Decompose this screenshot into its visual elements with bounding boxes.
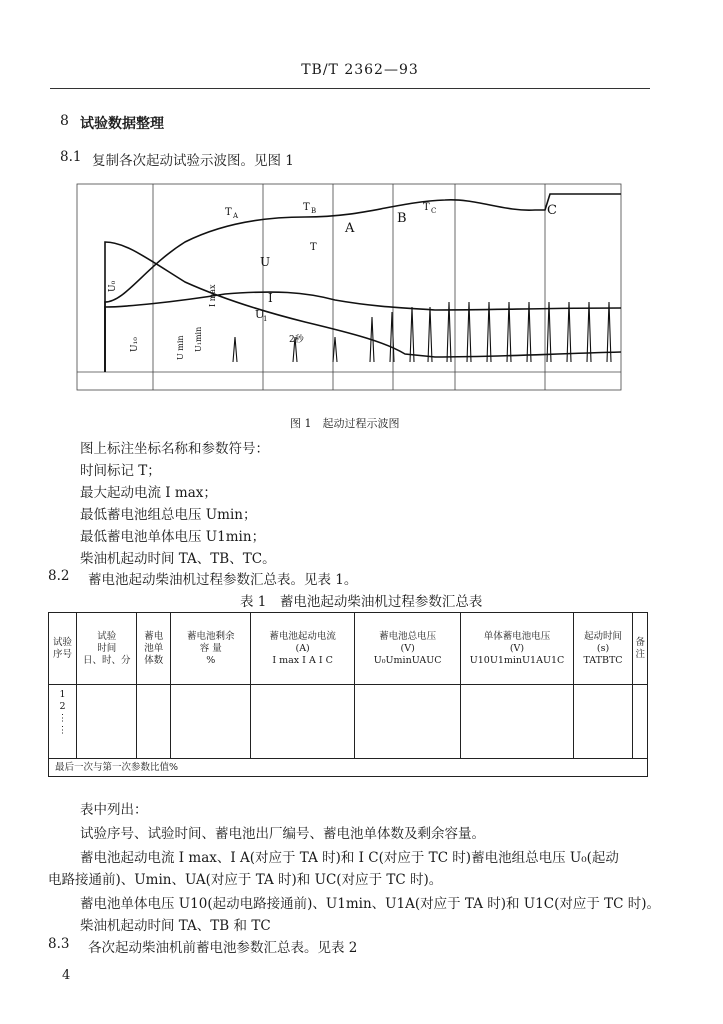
th-cells: 蓄电 池单 体数 [137,613,171,685]
th-capacity: 蓄电池剩余 容 量 % [171,613,251,685]
curve-label-U1-sub: 1 [263,315,268,323]
th-total-voltage: 蓄电池总电压 (V) U₀UminUAUC [354,613,461,685]
td-empty [251,685,354,759]
clause-8-3-number: 8.3 [48,936,70,952]
list-note-3: 蓄电池单体电压 U10(起动电路接通前)、U1min、U1A(对应于 TA 时)和 U1C(对应于 TC 时)。 [80,896,661,912]
th-remark: 备 注 [633,613,648,685]
clause-8-1-number: 8.1 [60,149,82,165]
curve-label-U1: U [255,308,265,321]
list-note-2a: 蓄电池起动电流 I max、I A(对应于 TA 时)和 I C(对应于 TC 时)蓄电池组总电压 U₀(起动 [80,850,619,866]
axis-Imax: I max [208,284,217,307]
page-number: 4 [62,968,71,983]
clause-8-2-text: 蓄电池起动柴油机过程参数汇总表。见表 1。 [88,572,358,588]
section-title: 试验数据整理 [80,116,164,132]
td-empty [461,685,573,759]
td-empty [77,685,137,759]
th-time: 试验 时间 日、时、分 [77,613,137,685]
label-TB: T [303,202,310,213]
marker-B: B [397,211,407,226]
marker-C: C [547,203,557,218]
td-empty [633,685,648,759]
table-header-row [49,613,648,685]
td-empty [171,685,251,759]
list-note-4: 柴油机起动时间 TA、TB 和 TC [80,918,271,934]
oscillogram-figure [75,182,623,392]
list-note-2b: 电路接通前)、Umin、UA(对应于 TA 时)和 UC(对应于 TC 时)。 [48,872,443,888]
time-mark-2s: 2秒 [289,335,304,345]
td-seq: 1 2 ⋮ ⋮ [49,685,77,759]
clause-8-2-number: 8.2 [48,568,70,584]
label-TB-sub: B [311,207,317,215]
header-rule [50,88,650,89]
th-cell-voltage: 单体蓄电池电压 (V) U10U1minU1AU1C [461,613,573,685]
figure-note-5: 柴油机起动时间 TA、TB、TC。 [80,551,276,567]
table-1-title: 表 1 蓄电池起动柴油机过程参数汇总表 [240,594,483,610]
document-code: TB/T 2362—93 [301,62,419,78]
label-TA-sub: A [233,212,239,220]
axis-Umin: U min [176,335,185,360]
label-TC: T [423,202,430,213]
label-T: T [310,242,317,253]
table-footer-row [49,759,648,777]
td-empty [573,685,633,759]
table-data-row [49,685,648,759]
curve-label-I: I [268,291,273,305]
axis-U10: U₁₀ [130,337,140,352]
figure-caption: 图 1 起动过程示波图 [290,417,400,430]
table-footer: 最后一次与第一次参数比值% [49,759,648,777]
curve-label-U: U [260,255,271,269]
axis-U1min: U₁min [194,326,203,352]
figure-note-4: 最低蓄电池单体电压 U1min； [80,529,266,545]
figure-note-1: 时间标记 T； [80,463,161,479]
marker-A: A [345,221,355,236]
list-notes-intro: 表中列出： [80,802,148,818]
axis-U0: U₀ [108,280,118,292]
section-number: 8 [60,113,69,129]
td-empty [137,685,171,759]
td-empty [354,685,461,759]
th-seq: 试验序号 [49,613,77,685]
time-mark-spikes [233,302,611,362]
figure-note-2: 最大起动电流 I max； [80,485,217,501]
list-note-1: 试验序号、试验时间、蓄电池出厂编号、蓄电池单体数及剩余容量。 [80,826,485,842]
th-current: 蓄电池起动电流 (A) I max I A I C [251,613,354,685]
figure-note-3: 最低蓄电池组总电压 Umin； [80,507,257,523]
parameter-summary-table [48,612,648,777]
figure-notes-intro: 图上标注坐标名称和参数符号： [80,441,269,457]
th-start-time: 起动时间 (s) TATBTC [573,613,633,685]
label-TC-sub: C [431,207,437,215]
clause-8-1-text: 复制各次起动试验示波图。见图 1 [92,153,294,169]
label-TA: T [225,207,232,218]
clause-8-3-text: 各次起动柴油机前蓄电池参数汇总表。见表 2 [88,940,358,956]
